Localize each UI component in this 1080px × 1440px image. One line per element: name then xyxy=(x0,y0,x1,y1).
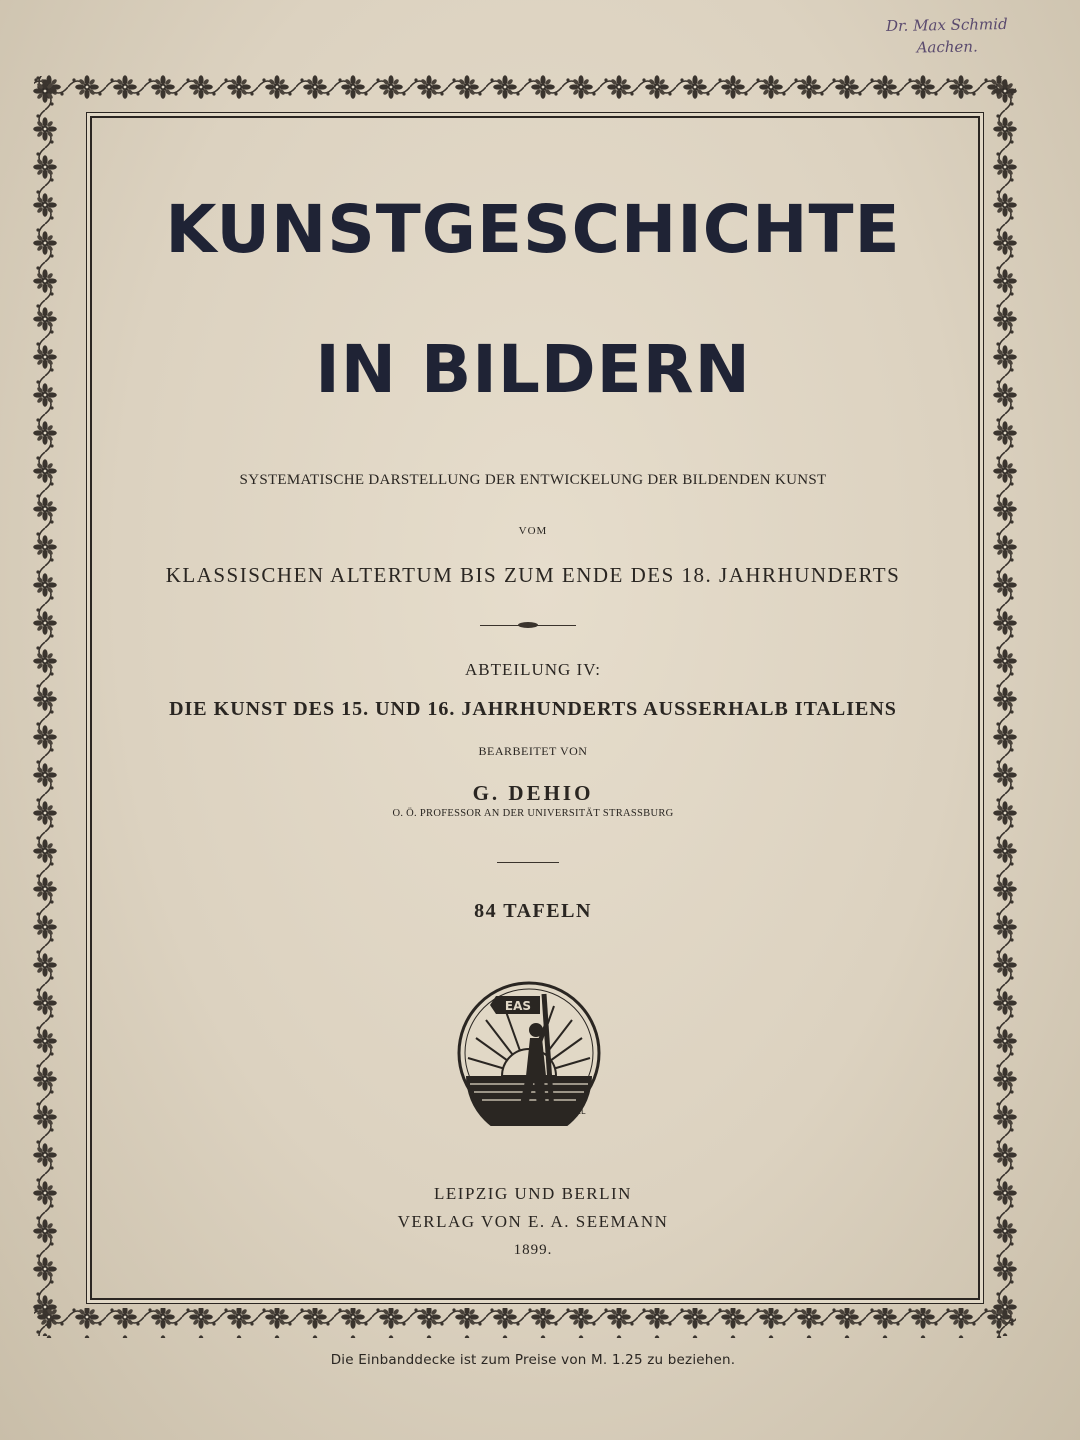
ownership-stamp xyxy=(872,13,1023,60)
stamp-city: Aachen. xyxy=(916,37,978,57)
short-divider xyxy=(497,862,559,863)
plates-count: 84 TAFELN xyxy=(474,900,592,922)
imprint-year: 1899. xyxy=(513,1242,553,1258)
emblem-monogram: EL xyxy=(576,1107,586,1116)
binding-price-note: Die Einbanddecke ist zum Preise von M. 1.25 zu beziehen. xyxy=(330,1352,736,1368)
section-label: ABTEILUNG IV: xyxy=(465,660,601,679)
subtitle-connector: VOM xyxy=(518,525,548,537)
imprint-place: LEIPZIG UND BERLIN xyxy=(434,1184,632,1203)
divider-ornament xyxy=(518,622,538,628)
stamp-name: Dr. Max Schmid xyxy=(885,14,1008,36)
emblem-banner-text: EAS xyxy=(504,999,532,1013)
main-title-line-1: KUNSTGESCHICHTE xyxy=(165,191,901,268)
publisher-emblem-logo xyxy=(456,980,602,1126)
subtitle: SYSTEMATISCHE DARSTELLUNG DER ENTWICKELUNG DER BILDENDEN KUNST xyxy=(239,472,827,488)
imprint-publisher: VERLAG VON E. A. SEEMANN xyxy=(397,1212,669,1231)
section-title: DIE KUNST DES 15. UND 16. JAHRHUNDERTS AUSSERHALB ITALIENS xyxy=(169,698,897,720)
author-name: G. DEHIO xyxy=(472,781,594,805)
main-title-line-2: IN BILDERN xyxy=(315,331,751,408)
author-position: O. Ö. PROFESSOR AN DER UNIVERSITÄT STRASSBURG xyxy=(392,808,674,819)
edited-by-label: BEARBEITET VON xyxy=(478,744,588,758)
period-line: KLASSISCHEN ALTERTUM BIS ZUM ENDE DES 18. JAHRHUNDERTS xyxy=(165,563,901,587)
